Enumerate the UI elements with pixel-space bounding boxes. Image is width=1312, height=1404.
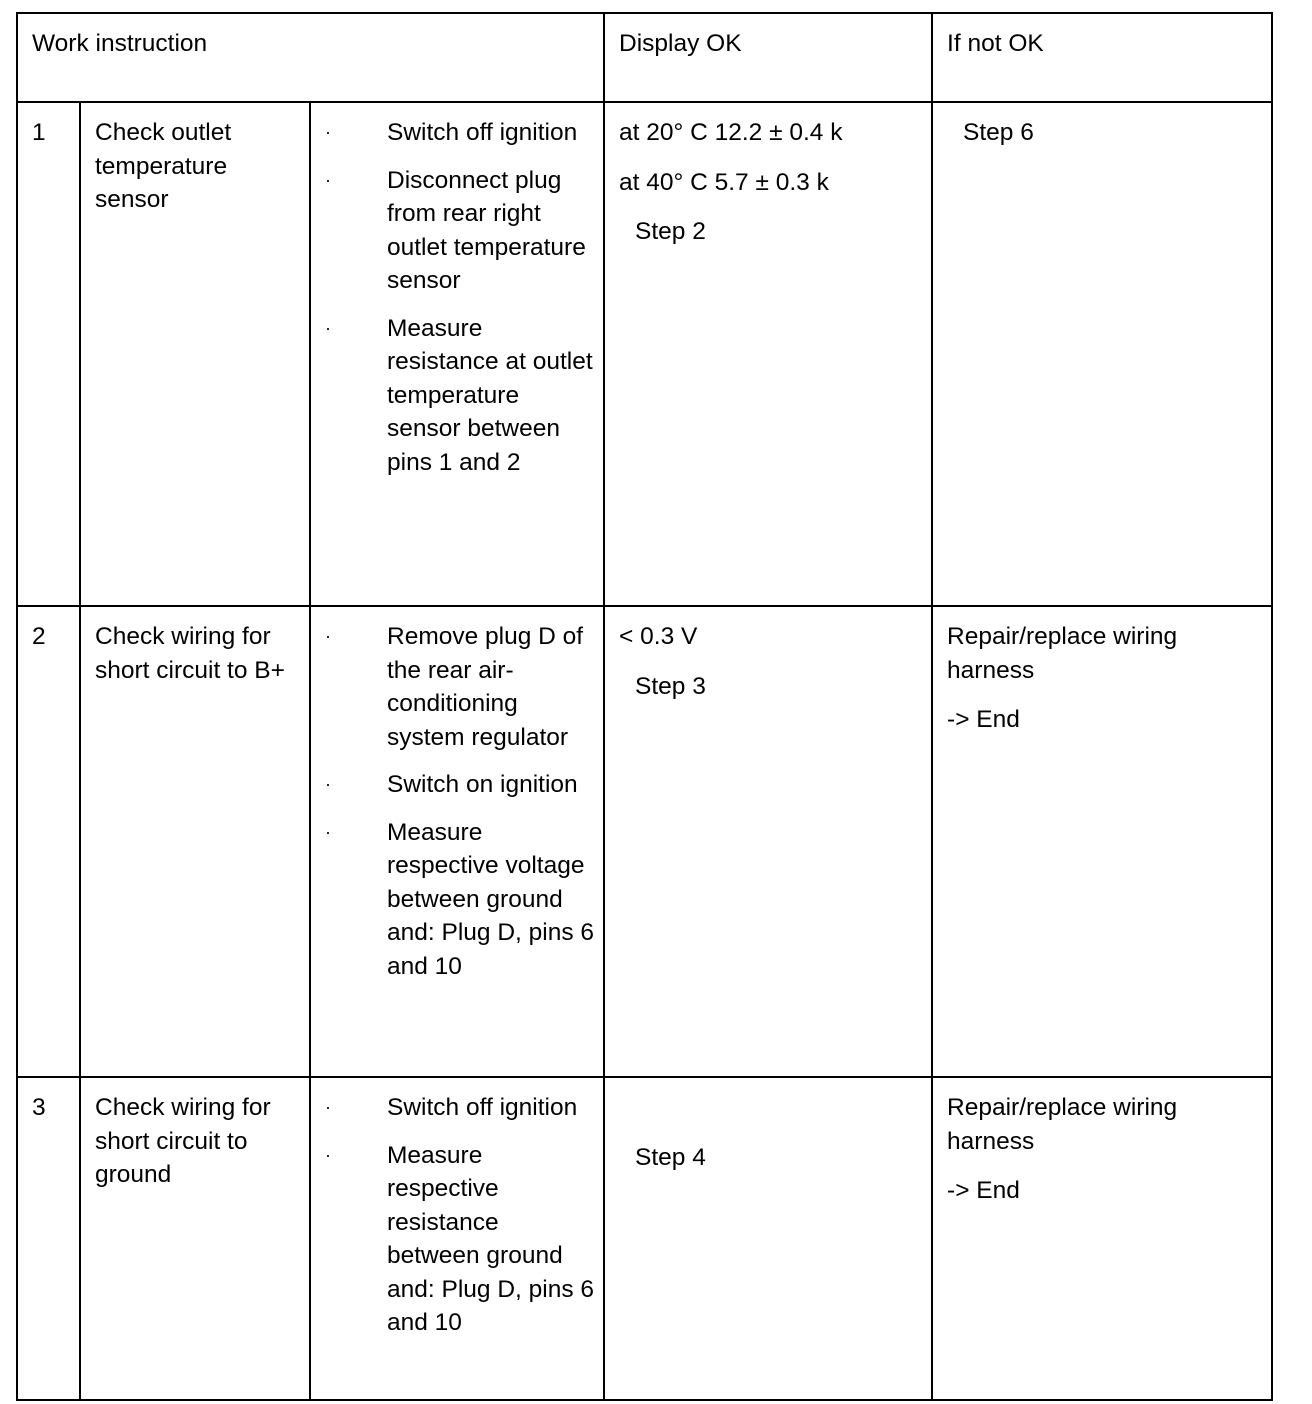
step-task: Check wiring for short circuit to B+ <box>80 606 310 1077</box>
step-instructions <box>310 102 604 606</box>
not-ok-action: -> End <box>947 1177 1020 1204</box>
not-ok-cell <box>932 102 1272 606</box>
not-ok-cell <box>932 1077 1272 1400</box>
step-number: 1 <box>17 102 80 606</box>
ok-next-step: Step 3 <box>635 672 706 700</box>
ok-value: < 0.3 V <box>619 623 698 650</box>
bullet-icon: · <box>325 774 331 794</box>
step-task: Check outlet temperature sensor <box>80 102 310 606</box>
step-number: 2 <box>17 606 80 1077</box>
instruction-item: · Disconnect plug from rear right outlet temperature sensor <box>311 164 597 298</box>
table-row <box>17 1077 1272 1400</box>
instruction-item: · Switch on ignition <box>311 768 597 802</box>
instruction-item: · Measure resistance at outlet temperature sensor between pins 1 and 2 <box>311 312 597 480</box>
table-row <box>17 102 1272 606</box>
display-ok-cell <box>604 606 932 1077</box>
bullet-icon: · <box>325 169 331 190</box>
instruction-item: · Measure respective voltage between ground and: Plug D, pins 6 and 10 <box>311 816 597 984</box>
table-row <box>17 606 1272 1077</box>
bullet-icon: · <box>325 1144 331 1165</box>
bullet-icon: · <box>325 821 331 842</box>
instruction-item: · Switch off ignition <box>311 116 597 150</box>
ok-value: at 20° C 12.2 ± 0.4 k <box>619 119 843 146</box>
instruction-item: · Switch off ignition <box>311 1091 597 1125</box>
ok-next-step: Step 2 <box>635 218 706 245</box>
step-instructions <box>310 606 604 1077</box>
step-task: Check wiring for short circuit to ground <box>80 1077 310 1400</box>
table-header-row <box>17 13 1272 102</box>
header-work-instruction: Work instruction <box>17 13 604 102</box>
not-ok-action: -> End <box>947 706 1020 733</box>
ok-value: at 40° C 5.7 ± 0.3 k <box>619 168 829 196</box>
instruction-item: · Remove plug D of the rear air-conditioning system regulator <box>311 620 597 754</box>
work-instruction-table <box>16 12 1273 1401</box>
instruction-item: · Measure respective resistance between ground and: Plug D, pins 6 and 10 <box>311 1139 597 1340</box>
bullet-icon: · <box>325 1097 331 1117</box>
not-ok-action: Repair/replace wiring harness <box>947 623 1178 684</box>
bullet-icon: · <box>325 122 331 142</box>
ok-next-step: Step 4 <box>635 1144 706 1171</box>
bullet-icon: · <box>325 317 331 338</box>
display-ok-cell <box>604 1077 932 1400</box>
step-instructions <box>310 1077 604 1400</box>
step-number: 3 <box>17 1077 80 1400</box>
document-page <box>16 12 1273 1401</box>
not-ok-action: Repair/replace wiring harness <box>947 1094 1178 1155</box>
display-ok-cell <box>604 102 932 606</box>
header-if-not-ok: If not OK <box>932 13 1272 102</box>
not-ok-action: Step 6 <box>963 119 1034 146</box>
header-display-ok: Display OK <box>604 13 932 102</box>
not-ok-cell <box>932 606 1272 1077</box>
bullet-icon: · <box>325 626 331 646</box>
